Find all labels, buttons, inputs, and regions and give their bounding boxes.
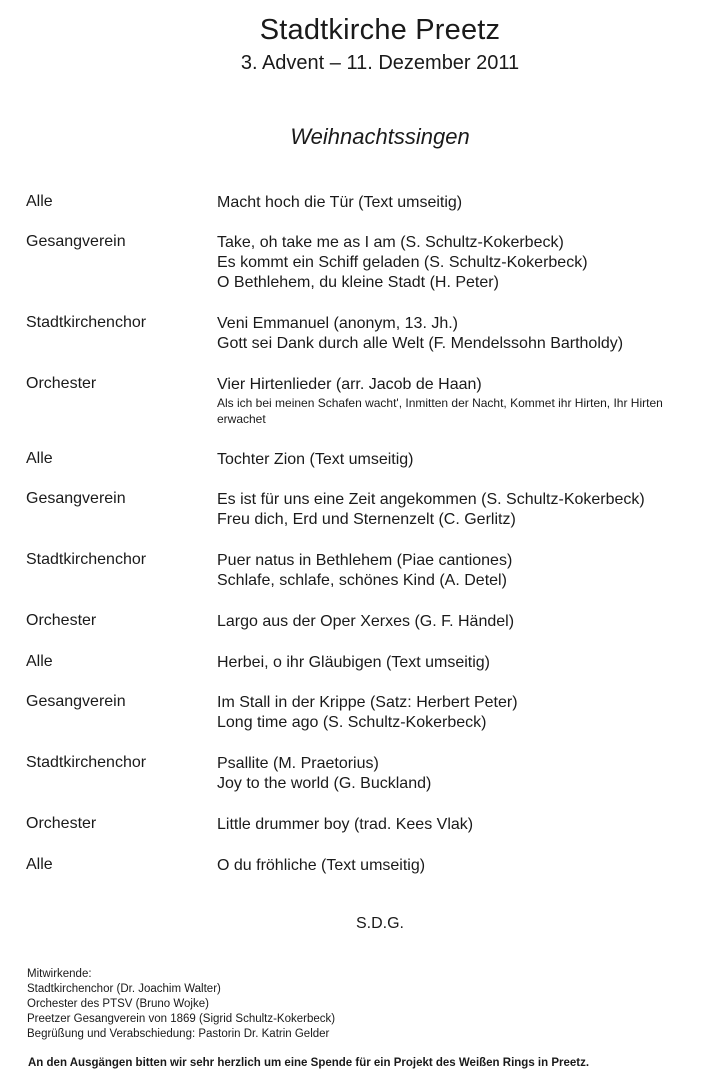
piece-title: Im Stall in der Krippe (Satz: Herbert Peter) <box>217 694 518 711</box>
piece-title: O Bethlehem, du kleine Stadt (H. Peter) <box>217 274 499 291</box>
piece-title: Tochter Zion (Text umseitig) <box>217 451 414 468</box>
credits-label: Mitwirkende: <box>27 968 92 980</box>
credits-line: Preetzer Gesangverein von 1869 (Sigrid Schultz-Kokerbeck) <box>27 1013 336 1025</box>
piece-list <box>217 314 697 354</box>
credits-line: Stadtkirchenchor (Dr. Joachim Walter) <box>27 983 221 995</box>
piece-title: Es ist für uns eine Zeit angekommen (S. Schultz-Kokerbeck) <box>217 491 645 508</box>
performer-name: Orchester <box>26 375 97 392</box>
piece-list <box>217 490 697 530</box>
piece-title: Macht hoch die Tür (Text umseitig) <box>217 194 463 211</box>
piece-list <box>217 450 697 470</box>
performer-name: Orchester <box>26 815 97 832</box>
credits-line: Orchester des PTSV (Bruno Wojke) <box>27 998 209 1010</box>
piece-list <box>217 233 697 293</box>
sdg-closing: S.D.G. <box>355 915 404 932</box>
piece-list <box>217 653 697 673</box>
donation-footer: An den Ausgängen bitten wir sehr herzlich um eine Spende für ein Projekt des Weißen Rings in Preetz. <box>28 1057 590 1069</box>
performer-name: Alle <box>26 653 53 670</box>
performer-name: Stadtkirchenchor <box>26 314 147 331</box>
performer-name: Gesangverein <box>26 233 126 250</box>
piece-title: Little drummer boy (trad. Kees Vlak) <box>217 816 474 833</box>
piece-list <box>217 375 697 427</box>
piece-title: Puer natus in Bethlehem (Piae cantiones) <box>217 552 513 569</box>
performer-name: Stadtkirchenchor <box>26 551 147 568</box>
piece-title: Take, oh take me as I am (S. Schultz-Kokerbeck) <box>217 234 564 251</box>
performer-name: Gesangverein <box>26 490 126 507</box>
piece-title: Veni Emmanuel (anonym, 13. Jh.) <box>217 315 459 332</box>
piece-list <box>217 551 697 591</box>
program-heading: Weihnachtssingen <box>290 124 470 149</box>
piece-title: Long time ago (S. Schultz-Kokerbeck) <box>217 714 487 731</box>
piece-title: Freu dich, Erd und Sternenzelt (C. Gerlitz) <box>217 511 516 528</box>
piece-list <box>217 693 697 733</box>
piece-title: Gott sei Dank durch alle Welt (F. Mendelssohn Bartholdy) <box>217 335 624 352</box>
performer-name: Alle <box>26 856 53 873</box>
performer-name: Alle <box>26 193 53 210</box>
piece-list <box>217 193 697 213</box>
piece-list <box>217 612 697 632</box>
piece-title: Schlafe, schlafe, schönes Kind (A. Detel) <box>217 572 507 589</box>
performer-name: Orchester <box>26 612 97 629</box>
piece-list <box>217 856 697 876</box>
performer-name: Alle <box>26 450 53 467</box>
piece-note: Als ich bei meinen Schafen wacht', Inmitten der Nacht, Kommet ihr Hirten, Ihr Hirten erwachet <box>217 396 663 426</box>
piece-list <box>217 754 697 794</box>
piece-title: Vier Hirtenlieder (arr. Jacob de Haan) <box>217 376 482 393</box>
piece-title: Psallite (M. Praetorius) <box>217 755 379 772</box>
performer-name: Gesangverein <box>26 693 126 710</box>
piece-title: Es kommt ein Schiff geladen (S. Schultz-Kokerbeck) <box>217 254 588 271</box>
event-date: 3. Advent – 11. Dezember 2011 <box>240 52 520 74</box>
credits-block <box>27 967 335 1042</box>
piece-title: Joy to the world (G. Buckland) <box>217 775 432 792</box>
performer-name: Stadtkirchenchor <box>26 754 147 771</box>
credits-line: Begrüßung und Verabschiedung: Pastorin Dr. Katrin Gelder <box>27 1028 330 1040</box>
piece-list <box>217 815 697 835</box>
piece-title: Largo aus der Oper Xerxes (G. F. Händel) <box>217 613 515 630</box>
piece-title: Herbei, o ihr Gläubigen (Text umseitig) <box>217 654 491 671</box>
page-title: Stadtkirche Preetz <box>259 14 501 46</box>
piece-title: O du fröhliche (Text umseitig) <box>217 857 426 874</box>
